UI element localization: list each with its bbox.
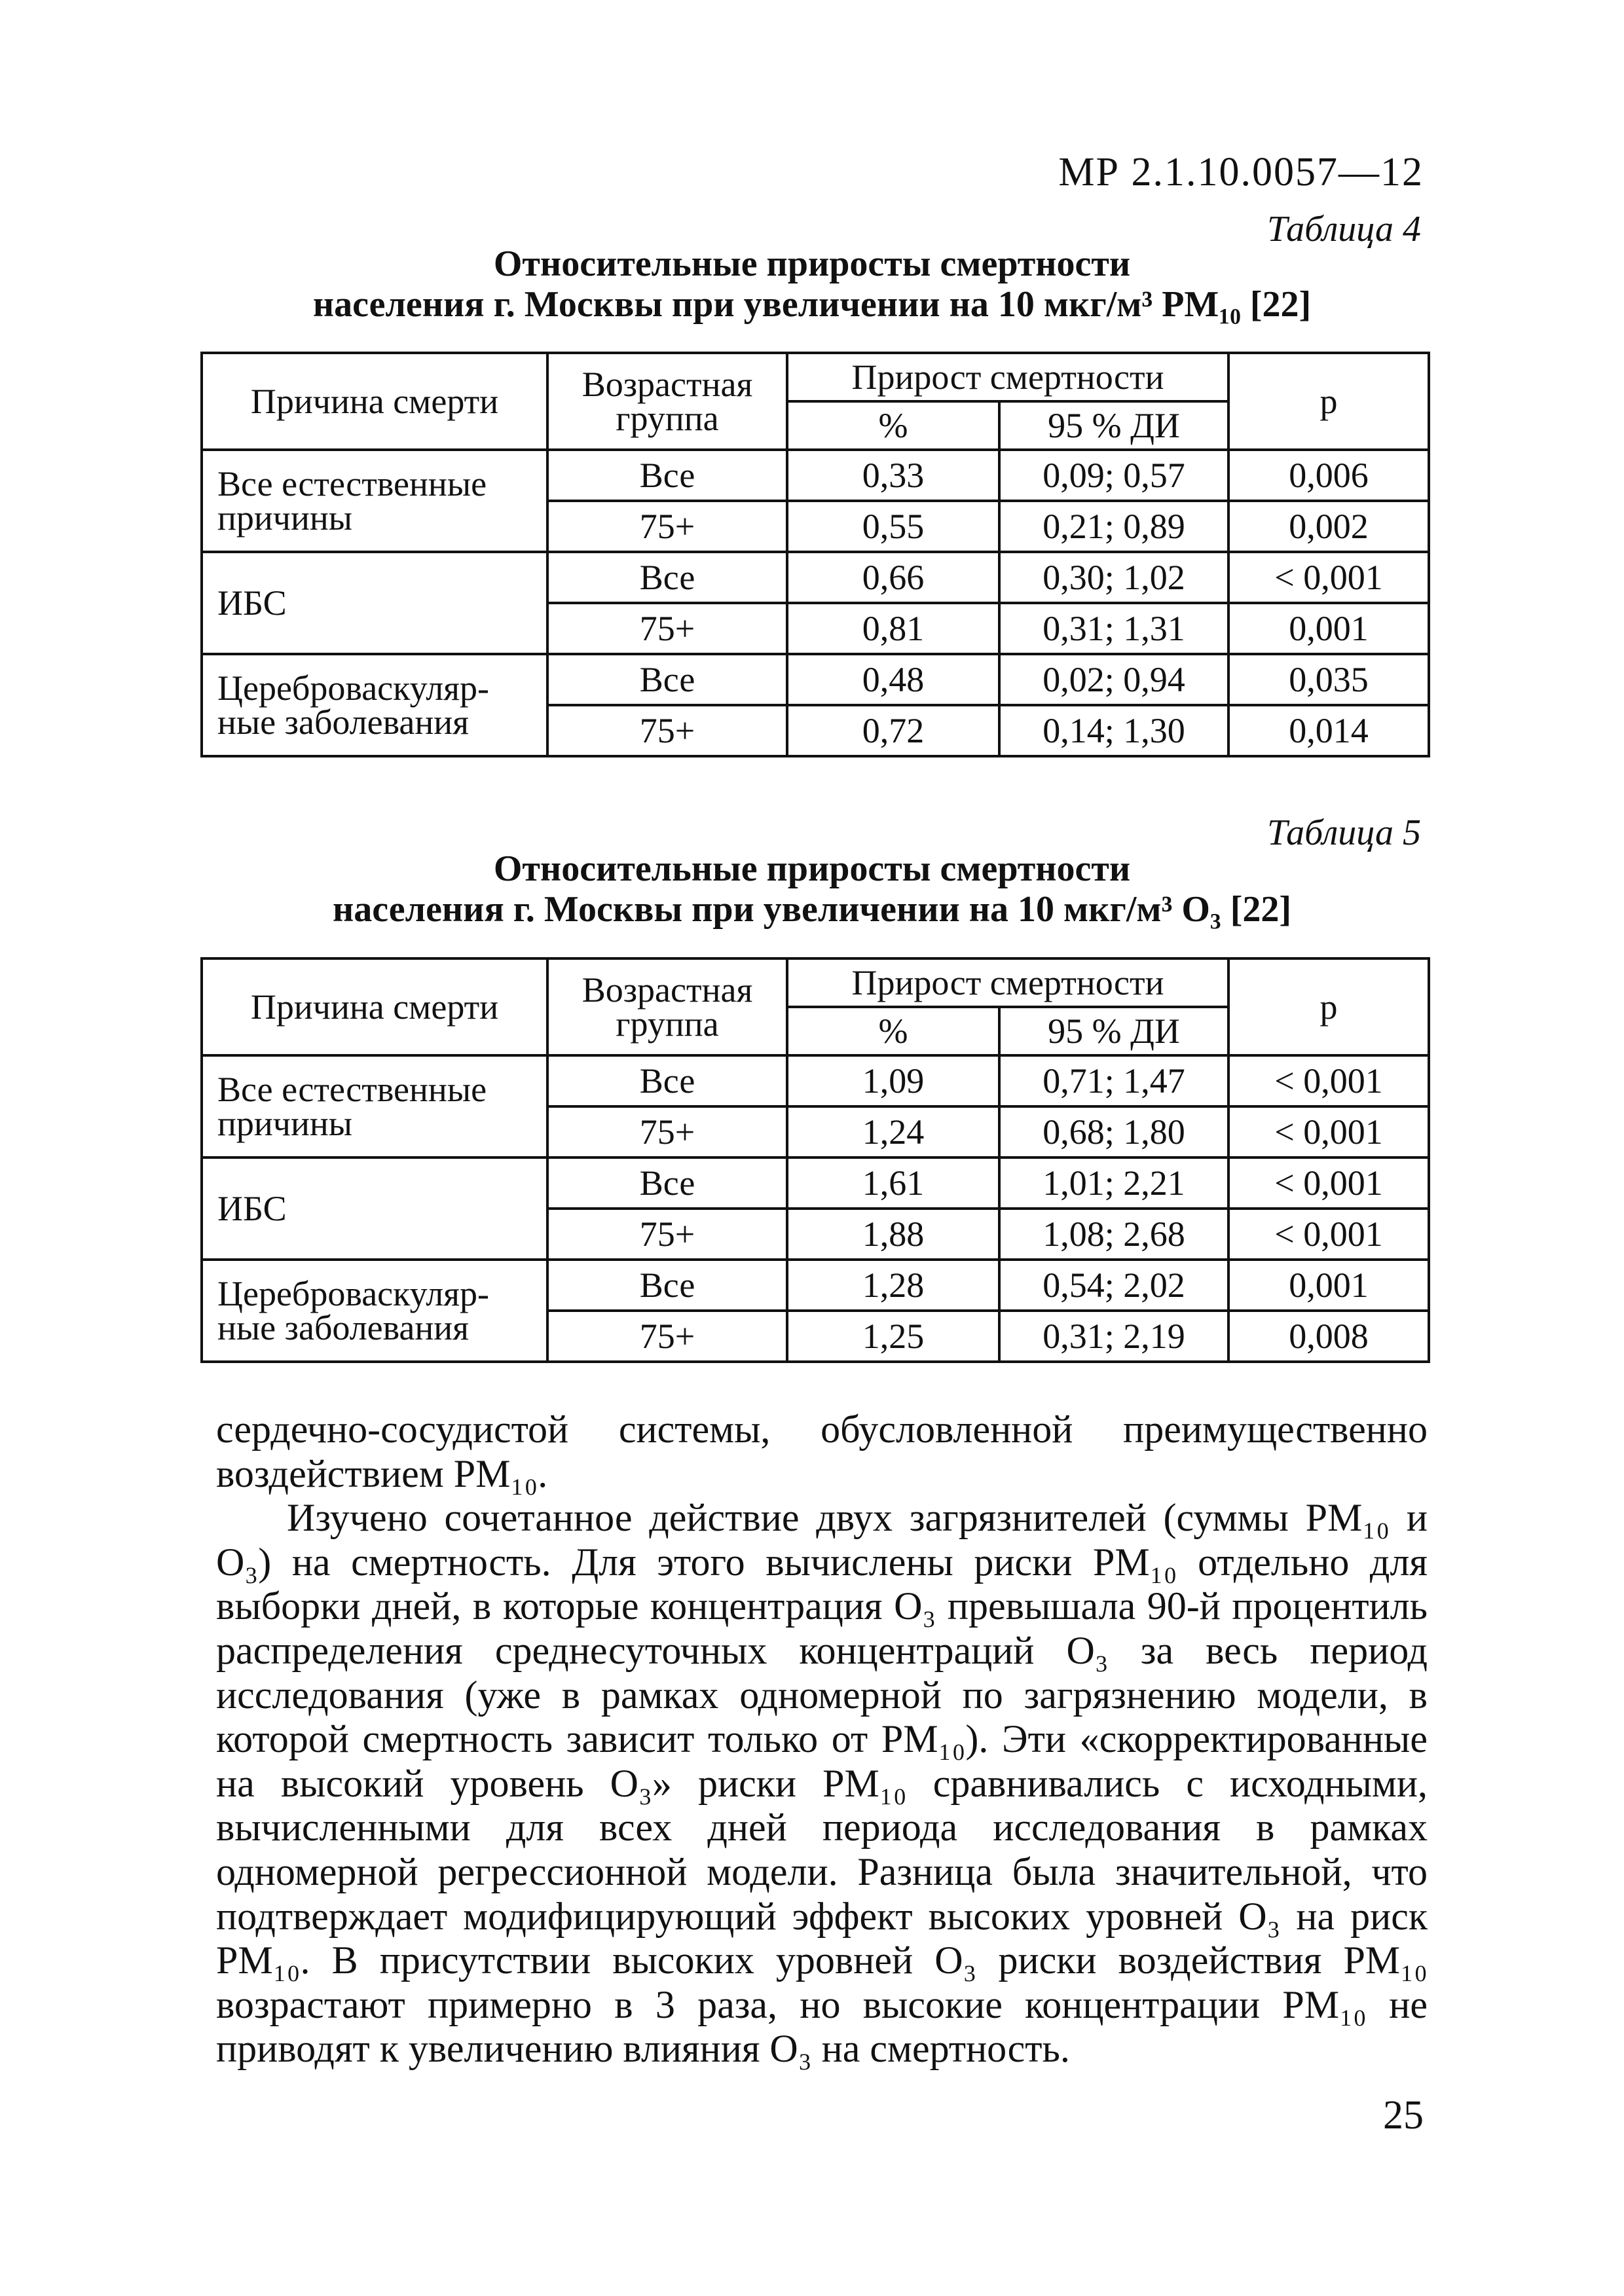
table5-age-cell: Все	[547, 1157, 787, 1209]
table5-header-ci: 95 % ДИ	[999, 1007, 1228, 1055]
table4-percent-cell: 0,72	[787, 705, 999, 756]
table4-p-cell: 0,014	[1228, 705, 1429, 756]
table5-title-line2: населения г. Москвы при увеличении на 10 мкг/м³ O₃ [22]	[332, 889, 1291, 930]
table4-ci-cell: 0,31; 1,31	[999, 603, 1228, 654]
table5-header-age-group: Возрастная группа	[547, 958, 787, 1055]
table4-ci-cell: 0,21; 0,89	[999, 501, 1228, 552]
table5-p-cell: 0,008	[1228, 1311, 1429, 1362]
table5-p-cell: < 0,001	[1228, 1106, 1429, 1157]
table4-percent-cell: 0,81	[787, 603, 999, 654]
table5-title-line1: Относительные приросты смертности	[493, 848, 1131, 889]
table5-cause-cell: Все естественные причины	[202, 1055, 547, 1157]
table5-age-cell: 75+	[547, 1311, 787, 1362]
table4-percent-cell: 0,66	[787, 552, 999, 603]
table4-title-line2: населения г. Москвы при увеличении на 10 мкг/м³ PM₁₀ [22]	[312, 284, 1312, 325]
table5-percent-cell: 1,25	[787, 1311, 999, 1362]
table4-cause-cell: Цереброваскуляр-ные заболевания	[202, 654, 547, 756]
table4-ci-cell: 0,30; 1,02	[999, 552, 1228, 603]
table4-p-cell: < 0,001	[1228, 552, 1429, 603]
table4-p-cell: 0,002	[1228, 501, 1429, 552]
table4-ci-cell: 0,09; 0,57	[999, 450, 1228, 501]
table4-header-ci: 95 % ДИ	[999, 401, 1228, 450]
table4-age-cell: 75+	[547, 603, 787, 654]
body-text	[216, 1408, 1428, 2071]
table5-header-p: р	[1228, 958, 1429, 1055]
table4-header-mortality-increase: Прирост смертности	[787, 353, 1228, 401]
table5-cause-cell: Цереброваскуляр-ные заболевания	[202, 1260, 547, 1362]
table5-ci-cell: 1,08; 2,68	[999, 1209, 1228, 1260]
table-row	[202, 450, 1429, 501]
table-row	[202, 654, 1429, 705]
table4-cause-cell: Все естественные причины	[202, 450, 547, 552]
table5-age-cell: Все	[547, 1260, 787, 1311]
table4-age-cell: 75+	[547, 501, 787, 552]
document-code: МР 2.1.10.0057—12	[1058, 150, 1424, 194]
table4-age-cell: Все	[547, 654, 787, 705]
table4	[200, 352, 1430, 757]
table5-age-cell: Все	[547, 1055, 787, 1106]
table4-label: Таблица 4	[1267, 209, 1421, 249]
table-row	[202, 1260, 1429, 1311]
table5-percent-cell: 1,61	[787, 1157, 999, 1209]
table4-percent-cell: 0,55	[787, 501, 999, 552]
table4-age-cell: Все	[547, 450, 787, 501]
table5-percent-cell: 1,28	[787, 1260, 999, 1311]
table5-p-cell: 0,001	[1228, 1260, 1429, 1311]
table4-title	[196, 244, 1428, 325]
table4-age-cell: Все	[547, 552, 787, 603]
table4-age-cell: 75+	[547, 705, 787, 756]
table5-header-cause: Причина смерти	[202, 958, 547, 1055]
table5-age-cell: 75+	[547, 1106, 787, 1157]
table5-cause-cell: ИБС	[202, 1157, 547, 1260]
table5-p-cell: < 0,001	[1228, 1209, 1429, 1260]
table5-ci-cell: 0,31; 2,19	[999, 1311, 1228, 1362]
table5-header-percent: %	[787, 1007, 999, 1055]
table5-p-cell: < 0,001	[1228, 1157, 1429, 1209]
table4-title-line1: Относительные приросты смертности	[493, 244, 1131, 284]
table4-cause-cell: ИБС	[202, 552, 547, 654]
table-row	[202, 1055, 1429, 1106]
table5-ci-cell: 0,71; 1,47	[999, 1055, 1228, 1106]
paragraph-2: Изучено сочетанное действие двух загрязнителей (суммы PM₁₀ и O₃) на смертность. Для этого вычислены риски PM₁₀ отдельно для выборки дней, в которые концентрация O₃ превышала 90-й процентиль распределения среднесуточных концентраций O₃ за весь период исследования (уже в рамках одномерной по загрязнению модели, в которой смертность зависит только от PM₁₀). Эти «скорректированные на высокий уровень O₃» риски PM₁₀ сравнивались с исходными, вычисленными для всех дней периода исследования в рамках одномерной регрессионной модели. Разница была значительной, что подтверждает модифицирующий эффект высоких уровней O₃ на риск PM₁₀. В присутствии высоких уровней O₃ риски воздействия PM₁₀ возрастают примерно в 3 раза, но высокие концентрации PM₁₀ не приводят к увеличению влияния O₃ на смертность.	[216, 1496, 1428, 2071]
table5-header-mortality-increase: Прирост смертности	[787, 958, 1228, 1007]
table5-ci-cell: 0,54; 2,02	[999, 1260, 1228, 1311]
table4-p-cell: 0,006	[1228, 450, 1429, 501]
table4-header-cause: Причина смерти	[202, 353, 547, 450]
table-row	[202, 552, 1429, 603]
table5-ci-cell: 0,68; 1,80	[999, 1106, 1228, 1157]
paragraph-1: сердечно-сосудистой системы, обусловленной преимущественно воздействием PM₁₀.	[216, 1408, 1428, 1495]
table5-ci-cell: 1,01; 2,21	[999, 1157, 1228, 1209]
table4-ci-cell: 0,14; 1,30	[999, 705, 1228, 756]
table4-header-age-group: Возрастная группа	[547, 353, 787, 450]
table5-percent-cell: 1,09	[787, 1055, 999, 1106]
table5-percent-cell: 1,24	[787, 1106, 999, 1157]
table4-header-p: р	[1228, 353, 1429, 450]
table4-percent-cell: 0,48	[787, 654, 999, 705]
page-number: 25	[1383, 2093, 1424, 2138]
table4-percent-cell: 0,33	[787, 450, 999, 501]
table4-ci-cell: 0,02; 0,94	[999, 654, 1228, 705]
table5-title	[196, 848, 1428, 930]
table4-p-cell: 0,035	[1228, 654, 1429, 705]
table-row	[202, 1157, 1429, 1209]
table5-age-cell: 75+	[547, 1209, 787, 1260]
table4-header-row-1	[202, 353, 1429, 401]
table5	[200, 957, 1430, 1363]
table5-p-cell: < 0,001	[1228, 1055, 1429, 1106]
table4-header-percent: %	[787, 401, 999, 450]
table4-p-cell: 0,001	[1228, 603, 1429, 654]
table5-header-row-1	[202, 958, 1429, 1007]
table5-label: Таблица 5	[1267, 812, 1421, 853]
table5-percent-cell: 1,88	[787, 1209, 999, 1260]
